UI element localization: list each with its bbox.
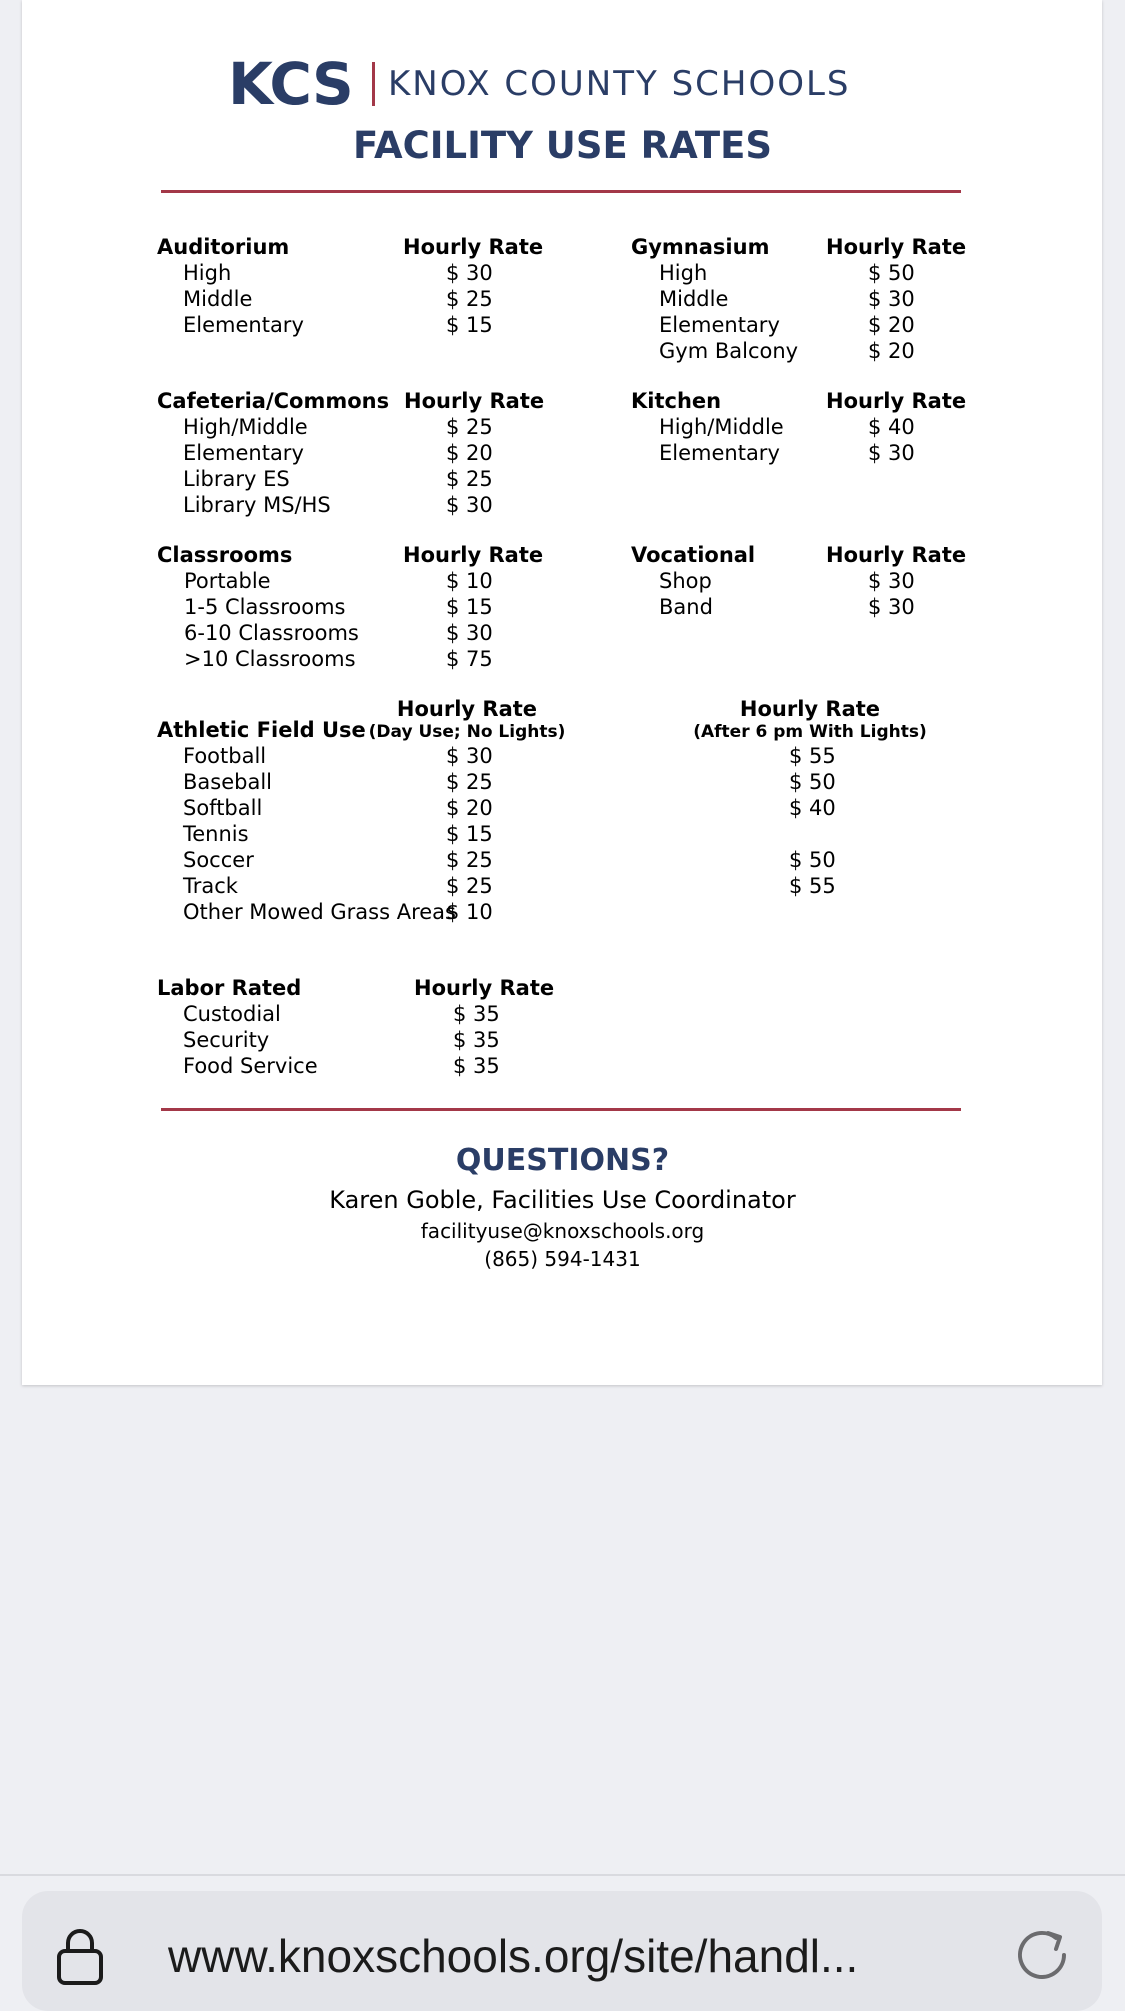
row-rate: $ 35: [453, 1028, 500, 1052]
section-heading: Classrooms: [157, 543, 293, 567]
rate-heading: Hourly Rate: [826, 235, 967, 259]
row-rate: $ 30: [868, 595, 915, 619]
row-night-rate: $ 40: [789, 796, 836, 820]
night-rate-subheading: (After 6 pm With Lights): [693, 722, 927, 742]
lock-icon: [54, 1925, 106, 1985]
row-rate: $ 10: [446, 569, 493, 593]
row-label: Softball: [183, 796, 263, 820]
row-rate: $ 30: [446, 261, 493, 285]
row-rate: $ 35: [453, 1054, 500, 1078]
rate-heading: Hourly Rate: [826, 389, 967, 413]
row-label: Track: [183, 874, 238, 898]
row-rate: $ 30: [868, 441, 915, 465]
row-label: Portable: [184, 569, 271, 593]
row-label: Middle: [659, 287, 729, 311]
row-rate: $ 35: [453, 1002, 500, 1026]
row-label: Football: [183, 744, 267, 768]
row-label: Security: [183, 1028, 270, 1052]
row-label: Band: [659, 595, 713, 619]
row-day-rate: $ 25: [446, 848, 493, 872]
toolbar-separator: [0, 1874, 1125, 1876]
row-night-rate: $ 55: [789, 874, 836, 898]
row-day-rate: $ 25: [446, 874, 493, 898]
rate-heading: Hourly Rate: [403, 235, 544, 259]
row-label: Elementary: [183, 441, 304, 465]
row-label: Shop: [659, 569, 712, 593]
logo-divider: [372, 62, 375, 106]
row-label: Library MS/HS: [183, 493, 331, 517]
row-night-rate: $ 50: [789, 770, 836, 794]
row-label: Baseball: [183, 770, 273, 794]
section-heading: Athletic Field Use: [157, 718, 366, 742]
section-heading: Auditorium: [157, 235, 290, 259]
bottom-divider: [161, 1108, 961, 1111]
page-title: FACILITY USE RATES: [352, 124, 773, 167]
row-night-rate: $ 50: [789, 848, 836, 872]
section-heading: Cafeteria/Commons: [157, 389, 390, 413]
row-rate: $ 15: [446, 595, 493, 619]
row-label: Gym Balcony: [659, 339, 799, 363]
day-rate-heading: Hourly Rate: [396, 697, 538, 721]
day-rate-subheading: (Day Use; No Lights): [368, 722, 566, 742]
row-label: Food Service: [183, 1054, 318, 1078]
row-rate: $ 30: [868, 569, 915, 593]
row-rate: $ 50: [868, 261, 915, 285]
row-rate: $ 20: [868, 313, 915, 337]
row-rate: $ 25: [446, 415, 493, 439]
row-day-rate: $ 30: [446, 744, 493, 768]
row-rate: $ 30: [868, 287, 915, 311]
section-heading: Labor Rated: [157, 976, 302, 1000]
row-rate: $ 25: [446, 287, 493, 311]
row-rate: $ 20: [868, 339, 915, 363]
section-heading: Gymnasium: [631, 235, 770, 259]
row-rate: $ 20: [446, 441, 493, 465]
top-divider: [161, 190, 961, 193]
contact-phone[interactable]: (865) 594-1431: [484, 1247, 641, 1271]
row-rate: $ 25: [446, 467, 493, 491]
row-night-rate: $ 55: [789, 744, 836, 768]
reload-icon[interactable]: [1014, 1925, 1074, 1985]
row-rate: $ 40: [868, 415, 915, 439]
row-day-rate: $ 25: [446, 770, 493, 794]
rate-heading: Hourly Rate: [403, 543, 544, 567]
row-label: >10 Classrooms: [184, 647, 356, 671]
row-label: 6-10 Classrooms: [184, 621, 359, 645]
section-heading: Kitchen: [631, 389, 722, 413]
contact-name: Karen Goble, Facilities Use Coordinator: [329, 1186, 796, 1214]
questions-heading: QUESTIONS?: [455, 1143, 670, 1178]
row-rate: $ 30: [446, 493, 493, 517]
row-label: Tennis: [183, 822, 249, 846]
section-heading: Vocational: [631, 543, 756, 567]
row-label: High/Middle: [659, 415, 784, 439]
row-label: Elementary: [183, 313, 304, 337]
rate-heading: Hourly Rate: [414, 976, 555, 1000]
row-label: High/Middle: [183, 415, 308, 439]
row-rate: $ 15: [446, 313, 493, 337]
row-day-rate: $ 20: [446, 796, 493, 820]
night-rate-heading: Hourly Rate: [739, 697, 881, 721]
row-day-rate: $ 10: [446, 900, 493, 924]
rate-heading: Hourly Rate: [826, 543, 967, 567]
logo-abbrev: KCS: [228, 50, 353, 118]
row-rate: $ 75: [446, 647, 493, 671]
row-label: Other Mowed Grass Areas: [183, 900, 456, 924]
row-label: Custodial: [183, 1002, 281, 1026]
row-label: 1-5 Classrooms: [184, 595, 346, 619]
row-day-rate: $ 15: [446, 822, 493, 846]
rate-heading: Hourly Rate: [404, 389, 545, 413]
row-label: Middle: [183, 287, 253, 311]
url-text[interactable]: www.knoxschools.org/site/handl...: [168, 1930, 859, 1982]
row-label: High: [659, 261, 708, 285]
row-label: Library ES: [183, 467, 290, 491]
row-label: High: [183, 261, 232, 285]
row-rate: $ 30: [446, 621, 493, 645]
logo-name: KNOX COUNTY SCHOOLS: [388, 64, 851, 104]
contact-email[interactable]: facilityuse@knoxschools.org: [420, 1219, 705, 1243]
row-label: Soccer: [183, 848, 254, 872]
row-label: Elementary: [659, 441, 780, 465]
row-label: Elementary: [659, 313, 780, 337]
